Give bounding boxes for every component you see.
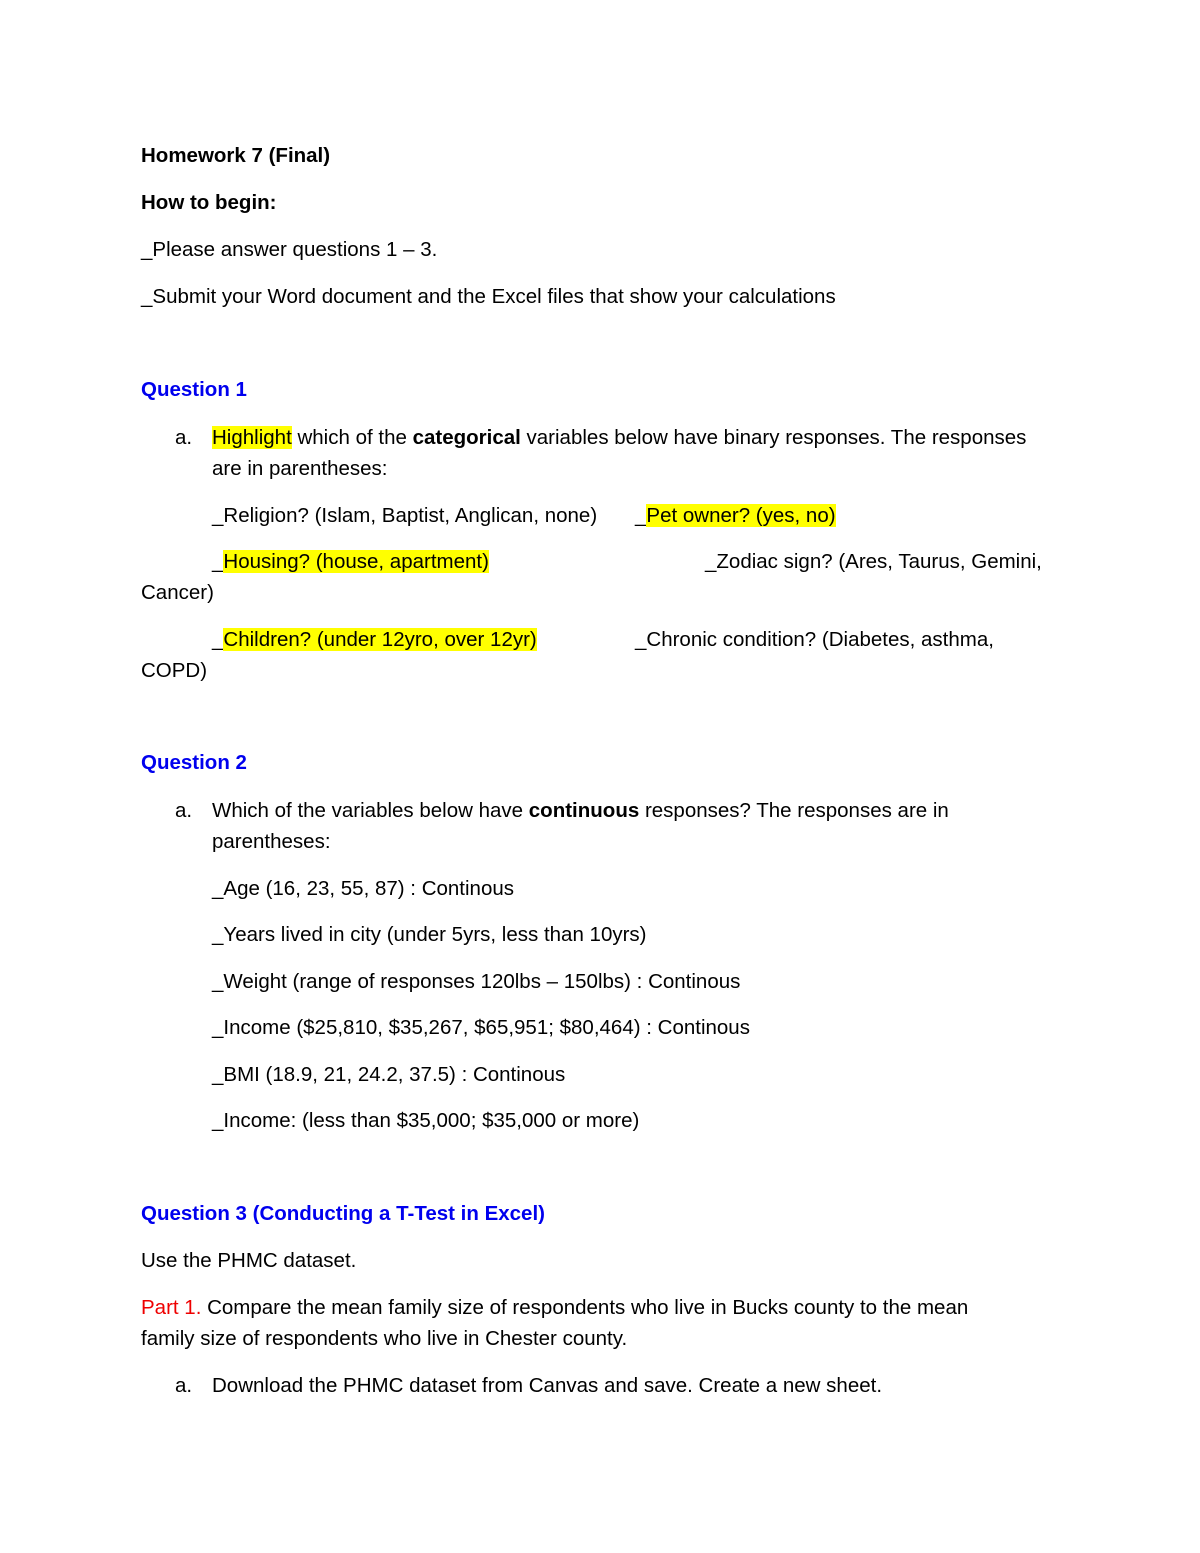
list-item: _Income: (less than $35,000; $35,000 or more)	[212, 1109, 640, 1132]
prompt-text: Which of the variables below have	[212, 799, 529, 822]
list-label: a.	[175, 799, 193, 822]
list-label: a.	[175, 1374, 193, 1397]
question-1-heading: Question 1	[141, 378, 247, 401]
highlighted-option: Housing? (house, apartment)	[223, 550, 489, 573]
option-zodiac-cont: Cancer)	[141, 581, 214, 604]
highlighted-option: Children? (under 12yro, over 12yr)	[223, 628, 537, 651]
option-children	[212, 627, 537, 653]
option-prefix: _	[212, 550, 224, 573]
highlight-word: Highlight	[212, 426, 292, 449]
option-prefix: _	[212, 628, 224, 651]
list-item: _Weight (range of responses 120lbs – 150lbs) : Continous	[212, 970, 741, 993]
part-text: Compare the mean family size of respondents who live in Bucks county to the mean	[201, 1296, 969, 1319]
instruction-line: _Please answer questions 1 – 3.	[141, 238, 438, 261]
option-pet-owner	[635, 503, 836, 529]
q2-item-a	[175, 798, 949, 824]
prompt-text: variables below have binary responses. The responses	[520, 426, 1027, 449]
option-religion: _Religion? (Islam, Baptist, Anglican, none)	[212, 504, 598, 527]
part-1-line	[141, 1295, 968, 1321]
option-chronic-cont: COPD)	[141, 659, 208, 682]
prompt-text: responses? The responses are in	[639, 799, 949, 822]
q1-item-a	[175, 425, 1026, 451]
categorical-word: categorical	[412, 426, 521, 449]
list-item: _Age (16, 23, 55, 87) : Continous	[212, 877, 515, 900]
instruction-line: _Submit your Word document and the Excel files that show your calculations	[141, 285, 836, 308]
question-3-heading: Question 3 (Conducting a T-Test in Excel)	[141, 1202, 545, 1225]
how-to-begin-heading: How to begin:	[141, 191, 277, 214]
list-item: _Years lived in city (under 5yrs, less than 10yrs)	[212, 923, 647, 946]
item-text: Download the PHMC dataset from Canvas and save. Create a new sheet.	[212, 1374, 883, 1397]
part-1-line2: family size of respondents who live in Chester county.	[141, 1327, 628, 1350]
list-item: _BMI (18.9, 21, 24.2, 37.5) : Continous	[212, 1063, 566, 1086]
prompt-text: which of the	[291, 426, 413, 449]
list-item: _Income ($25,810, $35,267, $65,951; $80,464) : Continous	[212, 1016, 750, 1039]
part-label: Part 1.	[141, 1296, 202, 1319]
highlighted-option: Pet owner? (yes, no)	[646, 504, 836, 527]
list-label: a.	[175, 426, 193, 449]
option-housing	[212, 549, 489, 575]
q3-item-a	[175, 1373, 882, 1399]
option-chronic: _Chronic condition? (Diabetes, asthma,	[635, 628, 994, 651]
dataset-line: Use the PHMC dataset.	[141, 1249, 357, 1272]
option-zodiac: _Zodiac sign? (Ares, Taurus, Gemini,	[705, 550, 1042, 573]
option-prefix: _	[635, 504, 647, 527]
continuous-word: continuous	[528, 799, 640, 822]
q2-prompt-line2: parentheses:	[212, 830, 331, 853]
document-title: Homework 7 (Final)	[141, 144, 331, 167]
question-2-heading: Question 2	[141, 751, 247, 774]
q1-prompt-line2: are in parentheses:	[212, 457, 388, 480]
